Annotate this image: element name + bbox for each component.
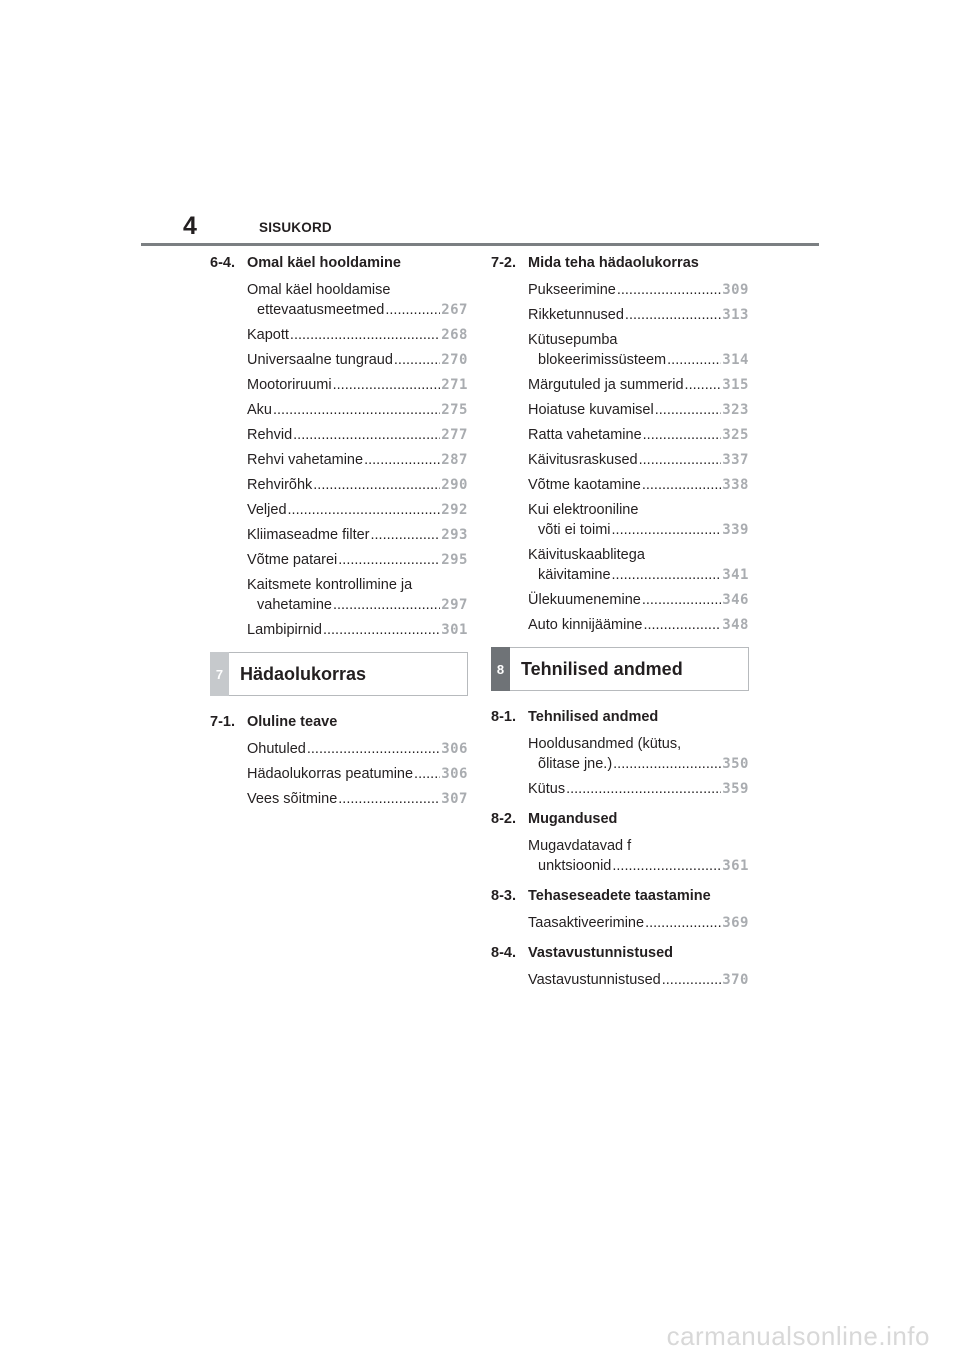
toc-entry-text: Hooldusandmed (kütus, [528, 736, 682, 752]
leader-dots [645, 913, 721, 933]
leader-dots [612, 856, 721, 876]
toc-right-column [491, 255, 749, 1002]
leader-dots [643, 425, 722, 445]
toc-entry[interactable] [528, 913, 749, 933]
toc-entry[interactable] [528, 836, 749, 876]
section-heading [491, 709, 749, 726]
section-heading [491, 945, 749, 962]
leader-dots [307, 739, 440, 759]
toc-entry-text: Aku [247, 402, 272, 418]
toc-entry-text: blokeerimissüsteem [538, 352, 667, 368]
section-title: Omal käel hooldamine [247, 255, 401, 271]
toc-entry-text: Hädaolukorras peatumine [247, 766, 414, 782]
toc-entry-text: vahetamine [257, 597, 332, 613]
toc-entry[interactable] [528, 375, 749, 395]
toc-page-number[interactable]: 287 [441, 452, 468, 468]
toc-page-number[interactable]: 306 [441, 741, 468, 757]
section-heading [210, 255, 468, 272]
toc-entry-text: Veljed [247, 502, 287, 518]
section-number: 7-2. [491, 255, 516, 271]
section-title: Mugandused [528, 811, 618, 827]
toc-entry[interactable] [247, 450, 468, 470]
section-title: Oluline teave [247, 714, 338, 730]
leader-dots [333, 595, 440, 615]
chapter-box-tehnilised-andmed[interactable] [491, 647, 749, 691]
toc-entry-text: Kliimaseadme filter [247, 527, 370, 543]
toc-entry[interactable] [247, 325, 468, 345]
section-heading [491, 811, 749, 828]
leader-dots [642, 590, 721, 610]
toc-page-number[interactable]: 346 [722, 592, 749, 608]
toc-entry[interactable] [247, 400, 468, 420]
toc-page-number[interactable]: 271 [441, 377, 468, 393]
toc-entry-text: Kütus [528, 781, 566, 797]
toc-entry-text: Rehvi vahetamine [247, 452, 364, 468]
toc-page-number[interactable]: 306 [441, 766, 468, 782]
toc-entry-text: Ülekuumenemine [528, 592, 641, 608]
toc-entry[interactable] [528, 425, 749, 445]
toc-entry[interactable] [528, 475, 749, 495]
toc-entry-text: Võtme kaotamine [528, 477, 641, 493]
toc-entry-text: võti ei toimi [538, 522, 611, 538]
toc-entry[interactable] [528, 400, 749, 420]
toc-page-number[interactable]: 313 [722, 307, 749, 323]
toc-entry[interactable] [528, 590, 749, 610]
leader-dots [338, 789, 440, 809]
toc-entry[interactable] [247, 525, 468, 545]
section-heading [491, 255, 749, 272]
toc-page-number[interactable]: 341 [722, 567, 749, 583]
chapter-tab-8: 8 [491, 647, 510, 691]
section-number: 6-4. [210, 255, 235, 271]
toc-entry[interactable] [528, 615, 749, 635]
leader-dots [612, 565, 722, 585]
toc-page-number[interactable]: 277 [441, 427, 468, 443]
toc-page-number[interactable]: 369 [722, 915, 749, 931]
chapter-box-hadaolukorras[interactable] [210, 652, 468, 696]
toc-entry[interactable] [528, 545, 749, 585]
chapter-title: Hädaolukorras [240, 663, 367, 684]
toc-entry-text: Mootoriruumi [247, 377, 332, 393]
toc-entry-text: Ratta vahetamine [528, 427, 642, 443]
toc-entry[interactable] [528, 305, 749, 325]
leader-dots [643, 615, 721, 635]
leader-dots [273, 400, 440, 420]
toc-page-number[interactable]: 301 [441, 622, 468, 638]
toc-entry[interactable] [247, 764, 468, 784]
toc-entry-text: Ohutuled [247, 741, 306, 757]
page-header-title: SISUKORD [259, 220, 332, 235]
leader-dots [394, 350, 440, 370]
section-number: 7-1. [210, 714, 235, 730]
toc-entry[interactable] [528, 500, 749, 540]
toc-page-number[interactable]: 339 [722, 522, 749, 538]
toc-entry-text: Kütusepumba [528, 332, 618, 348]
toc-entry[interactable] [528, 450, 749, 470]
toc-entry[interactable] [528, 734, 749, 774]
toc-page-number[interactable]: 338 [722, 477, 749, 493]
leader-dots [293, 425, 440, 445]
leader-dots [662, 970, 721, 990]
toc-entry[interactable] [247, 425, 468, 445]
toc-section [491, 811, 749, 876]
toc-entry[interactable] [247, 550, 468, 570]
toc-entry-text: Käivitusraskused [528, 452, 638, 468]
chapter-tab-7: 7 [210, 652, 229, 696]
toc-entry-text: Kaitsmete kontrollimine ja [247, 577, 413, 593]
section-number: 8-3. [491, 888, 516, 904]
leader-dots [667, 350, 721, 370]
toc-entry-text: Kapott [247, 327, 289, 343]
toc-page-number[interactable]: 267 [441, 302, 468, 318]
section-heading [491, 888, 749, 905]
page-number: 4 [183, 212, 197, 240]
toc-section [210, 255, 468, 640]
leader-dots [639, 450, 722, 470]
toc-page-number[interactable]: 323 [722, 402, 749, 418]
toc-entry-text: Rehvirõhk [247, 477, 313, 493]
toc-entry-text: Kui elektrooniline [528, 502, 639, 518]
toc-page-number[interactable]: 359 [722, 781, 749, 797]
toc-page-number[interactable]: 275 [441, 402, 468, 418]
toc-entry-text: Märgutuled ja summerid [528, 377, 684, 393]
leader-dots [617, 280, 721, 300]
section-title: Tehaseseadete taastamine [528, 888, 711, 904]
toc-section [491, 255, 749, 635]
leader-dots [288, 500, 441, 520]
toc-entry[interactable] [247, 375, 468, 395]
leader-dots [333, 375, 441, 395]
leader-dots [313, 475, 440, 495]
leader-dots [338, 550, 440, 570]
leader-dots [612, 520, 722, 540]
toc-entry[interactable] [247, 280, 468, 320]
leader-dots [642, 475, 721, 495]
leader-dots [625, 305, 721, 325]
leader-dots [371, 525, 441, 545]
toc-entry-text: Mugavdatavad f [528, 838, 632, 854]
section-number: 8-2. [491, 811, 516, 827]
toc-entry-text: unktsioonid [538, 858, 612, 874]
toc-page-number[interactable]: 268 [441, 327, 468, 343]
toc-entry[interactable] [247, 739, 468, 759]
leader-dots [655, 400, 721, 420]
leader-dots [290, 325, 440, 345]
toc-page-number[interactable]: 309 [722, 282, 749, 298]
toc-entry[interactable] [528, 779, 749, 799]
toc-entry[interactable] [247, 350, 468, 370]
toc-entry-text: Vastavustunnistused [528, 972, 661, 988]
toc-entry-text: Käivituskaablitega [528, 547, 645, 563]
leader-dots [414, 764, 440, 784]
section-number: 8-1. [491, 709, 516, 725]
toc-entry-text: Võtme patarei [247, 552, 338, 568]
toc-page-number[interactable]: 295 [441, 552, 468, 568]
section-title: Vastavustunnistused [528, 945, 674, 961]
section-title: Mida teha hädaolukorras [528, 255, 699, 271]
toc-page-number[interactable]: 297 [441, 597, 468, 613]
toc-page-number[interactable]: 315 [722, 377, 749, 393]
leader-dots [566, 779, 721, 799]
section-heading [210, 714, 468, 731]
leader-dots [613, 754, 721, 774]
toc-section [491, 888, 749, 933]
toc-page-number[interactable]: 270 [441, 352, 468, 368]
toc-entry[interactable] [528, 330, 749, 370]
toc-entry[interactable] [528, 970, 749, 990]
toc-page-number[interactable]: 293 [441, 527, 468, 543]
section-number: 8-4. [491, 945, 516, 961]
toc-page-number[interactable]: 370 [722, 972, 749, 988]
toc-page-number[interactable]: 337 [722, 452, 749, 468]
toc-entry-text: Omal käel hooldamise [247, 282, 391, 298]
section-title: Tehnilised andmed [528, 709, 659, 725]
toc-entry-text: Rehvid [247, 427, 293, 443]
toc-page-number[interactable]: 348 [722, 617, 749, 633]
toc-section [491, 945, 749, 990]
toc-entry-text: käivitamine [538, 567, 611, 583]
toc-entry-text: Taasaktiveerimine [528, 915, 645, 931]
toc-entry-text: Lambipirnid [247, 622, 322, 638]
toc-entry[interactable] [247, 575, 468, 615]
toc-page-number[interactable]: 325 [722, 427, 749, 443]
toc-page-number[interactable]: 314 [722, 352, 749, 368]
toc-left-column [210, 255, 468, 821]
toc-entry-text: Pukseerimine [528, 282, 616, 298]
chapter-title: Tehnilised andmed [521, 658, 683, 679]
toc-entry-text: Universaalne tungraud [247, 352, 393, 368]
leader-dots [685, 375, 722, 395]
toc-entry-text: Auto kinnijäämine [528, 617, 643, 633]
toc-entry-text: Vees sõitmine [247, 791, 338, 807]
toc-entry-text: õlitase jne.) [538, 756, 613, 772]
toc-page-number[interactable]: 361 [722, 858, 749, 874]
toc-section [210, 714, 468, 809]
toc-page-number[interactable]: 292 [441, 502, 468, 518]
toc-page-number[interactable]: 290 [441, 477, 468, 493]
watermark-text: carmanualsonline.info [666, 1321, 930, 1351]
toc-page-number[interactable]: 307 [441, 791, 468, 807]
toc-entry[interactable] [247, 620, 468, 640]
toc-page-number[interactable]: 350 [722, 756, 749, 772]
toc-entry-text: Rikketunnused [528, 307, 624, 323]
toc-entry[interactable] [528, 280, 749, 300]
toc-section [491, 709, 749, 799]
leader-dots [364, 450, 440, 470]
toc-entry-text: Hoiatuse kuvamisel [528, 402, 654, 418]
header-rule [141, 243, 819, 246]
toc-entry[interactable] [247, 500, 468, 520]
toc-entry[interactable] [247, 789, 468, 809]
leader-dots [323, 620, 440, 640]
toc-entry-text: ettevaatusmeetmed [257, 302, 385, 318]
leader-dots [385, 300, 440, 320]
toc-entry[interactable] [247, 475, 468, 495]
